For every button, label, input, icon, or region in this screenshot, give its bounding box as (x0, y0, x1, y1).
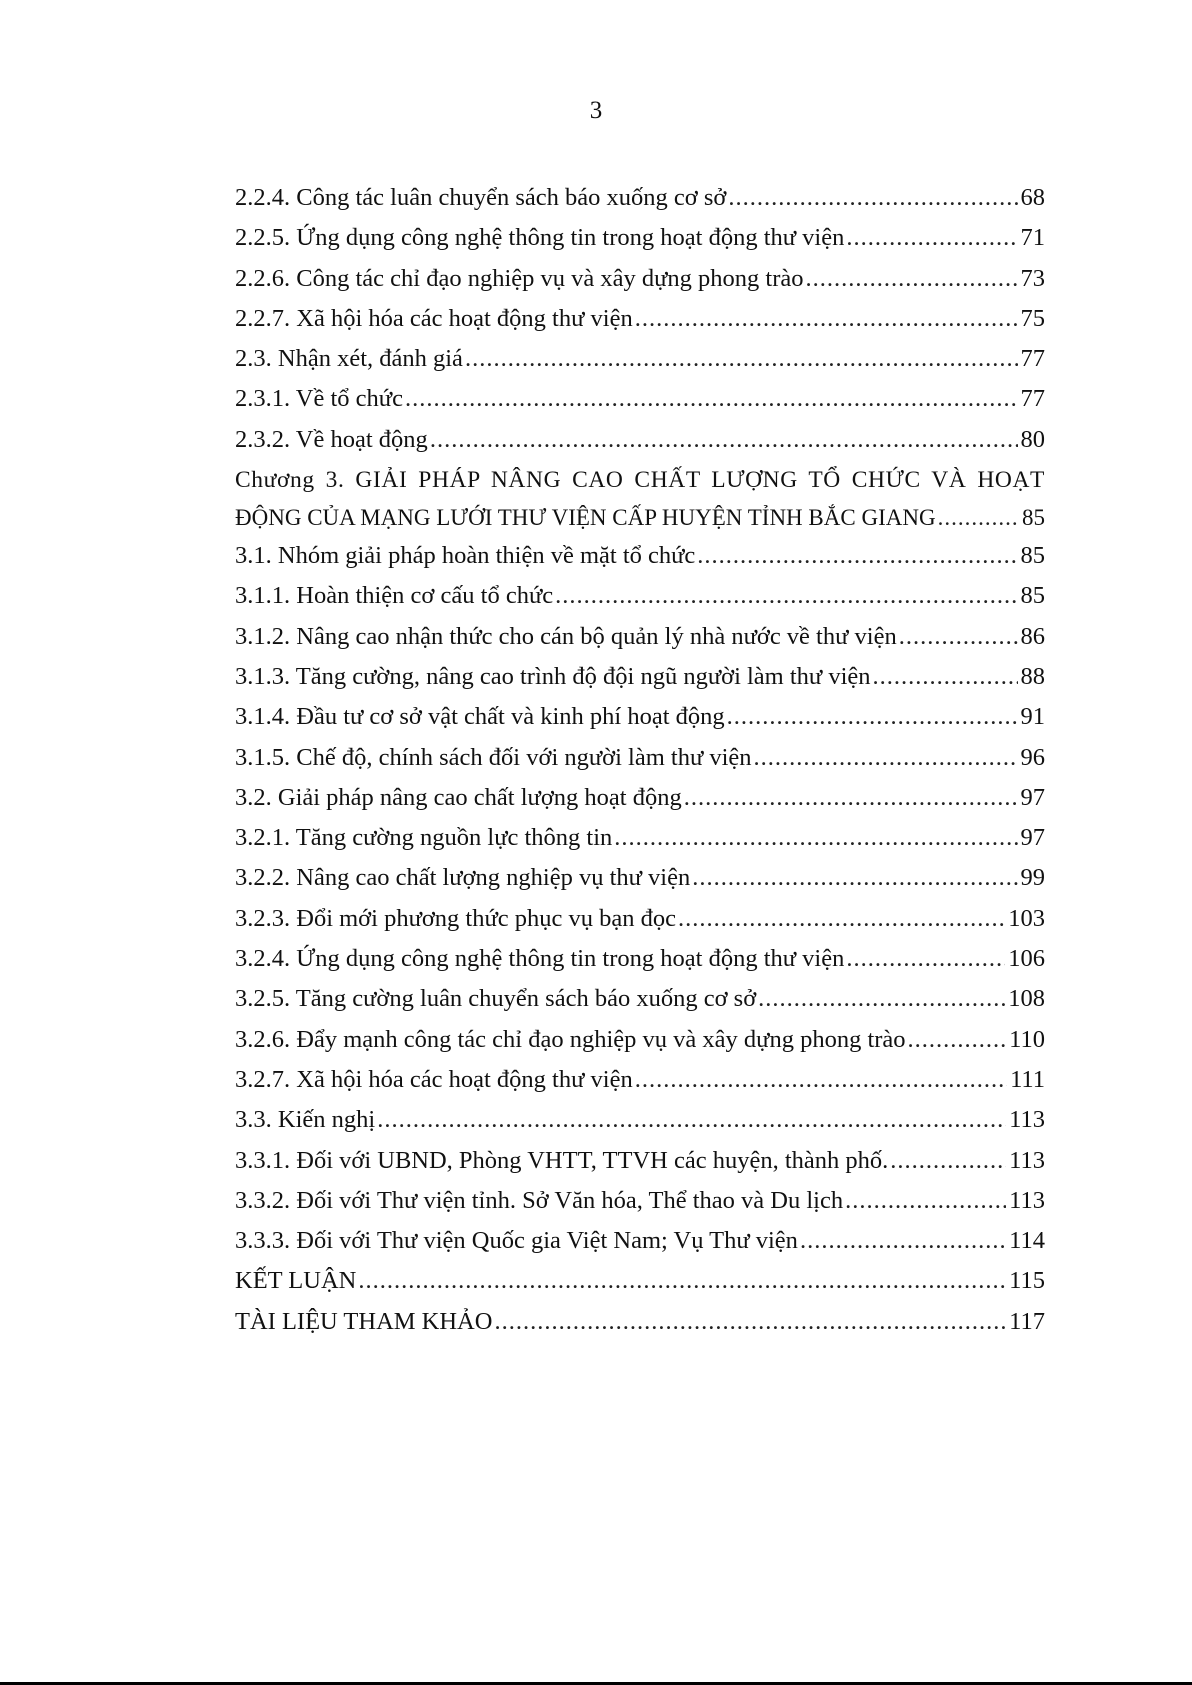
toc-entry[interactable] (235, 425, 1045, 465)
dot-leader (728, 183, 1017, 213)
toc-entry-title: 2.2.5. Ứng dụng công nghệ thông tin trong hoạt động thư viện (235, 224, 845, 252)
dot-leader (430, 425, 1018, 455)
toc-entry[interactable] (235, 622, 1045, 662)
toc-page-number: 111 (1010, 1065, 1045, 1093)
toc-entry-title: 2.3.1. Về tổ chức (235, 385, 403, 413)
toc-entry-title: 3.1.4. Đầu tư cơ sở vật chất và kinh phí hoạt động (235, 703, 725, 731)
dot-leader (846, 944, 1005, 974)
dot-leader (692, 863, 1017, 893)
toc-entry[interactable] (235, 904, 1045, 944)
toc-entry[interactable] (235, 1266, 1045, 1306)
toc-entry[interactable] (235, 1105, 1045, 1145)
toc-entry-title: 3.1.1. Hoàn thiện cơ cấu tổ chức (235, 582, 554, 610)
toc-page-number: 113 (1009, 1146, 1045, 1174)
toc-entry-title: 3.3.2. Đối với Thư viện tỉnh. Sở Văn hóa, Thể thao và Du lịch (235, 1186, 844, 1214)
dot-leader (614, 823, 1017, 853)
toc-page-number: 106 (1008, 945, 1045, 973)
chapter-title-line2: ĐỘNG CỦA MẠNG LƯỚI THƯ VIỆN CẤP HUYỆN TỈNH BẮC GIANG (235, 505, 936, 531)
toc-page-number: 80 (1020, 425, 1045, 453)
toc-page-number: 85 (1020, 542, 1045, 570)
toc-entry-title: 2.2.6. Công tác chỉ đạo nghiệp vụ và xây dựng phong trào (235, 264, 804, 292)
dot-leader (494, 1307, 1006, 1337)
toc-page-number: 113 (1009, 1186, 1045, 1214)
dot-leader (908, 1025, 1007, 1055)
toc-entry-title: KẾT LUẬN (235, 1267, 357, 1295)
page-number: 3 (589, 97, 603, 124)
toc-entry[interactable] (235, 581, 1045, 621)
toc-entry-title: 3.2.6. Đẩy mạnh công tác chỉ đạo nghiệp vụ và xây dựng phong trào (235, 1025, 906, 1053)
toc-page-number: 71 (1020, 224, 1045, 252)
toc-page-number: 68 (1020, 184, 1045, 211)
toc-entry[interactable] (235, 541, 1045, 581)
toc-entry[interactable] (235, 1146, 1045, 1186)
toc-entry[interactable] (235, 1186, 1045, 1226)
dot-leader (697, 541, 1017, 571)
toc-entry[interactable] (235, 384, 1045, 424)
toc-page-number: 85 (1020, 582, 1045, 610)
toc-entry[interactable] (235, 662, 1045, 702)
toc-page-number: 99 (1020, 864, 1045, 892)
toc-page-number: 103 (1008, 904, 1045, 932)
dot-leader (873, 662, 1018, 692)
toc-page-number: 96 (1020, 743, 1045, 771)
toc-page-number: 88 (1020, 662, 1045, 690)
dot-leader (846, 223, 1017, 253)
toc-page-number: 86 (1020, 622, 1045, 650)
toc-entry-title: 3.2.2. Nâng cao chất lượng nghiệp vụ thư viện (235, 864, 691, 892)
toc-entry[interactable] (235, 304, 1045, 344)
toc-page-number: 77 (1020, 345, 1045, 373)
toc-entry[interactable] (235, 863, 1045, 903)
dot-leader (938, 503, 1019, 533)
toc-entry-title: 3.2.4. Ứng dụng công nghệ thông tin trong hoạt động thư viện (235, 945, 845, 973)
toc-chapter-entry[interactable] (235, 465, 1045, 541)
dot-leader (465, 344, 1018, 374)
toc-entry-title: 2.3. Nhận xét, đánh giá (235, 345, 463, 373)
toc-entry-title: 3.2.1. Tăng cường nguồn lực thông tin (235, 824, 613, 852)
toc-entry[interactable] (235, 223, 1045, 263)
toc-entry-title: 3.1.2. Nâng cao nhận thức cho cán bộ quản lý nhà nước về thư viện (235, 622, 897, 650)
toc-page-number: 97 (1020, 824, 1045, 852)
toc-section-after-chapter (235, 541, 1045, 1347)
dot-leader (405, 384, 1018, 414)
toc-entry-title: 3.3.1. Đối với UBND, Phòng VHTT, TTVH các huyện, thành phố. (235, 1146, 889, 1174)
toc-entry-title: 2.3.2. Về hoạt động (235, 425, 428, 453)
toc-entry[interactable] (235, 702, 1045, 742)
toc-page-number: 91 (1020, 703, 1045, 731)
toc-entry-title: 2.2.4. Công tác luân chuyển sách báo xuống cơ sở (235, 184, 727, 211)
dot-leader (845, 1186, 1006, 1216)
toc-entry[interactable] (235, 944, 1045, 984)
toc-page-number: 77 (1020, 385, 1045, 413)
dot-leader (806, 264, 1018, 294)
toc-page-number: 85 (1022, 505, 1045, 531)
dot-leader (377, 1105, 1006, 1135)
toc-entry[interactable] (235, 984, 1045, 1024)
chapter-title-line2-row (235, 503, 1045, 541)
toc-entry-title: 3.1.3. Tăng cường, nâng cao trình độ đội ngũ người làm thư viện (235, 662, 871, 690)
toc-entry[interactable] (235, 1307, 1045, 1347)
toc-entry[interactable] (235, 1065, 1045, 1105)
toc-entry[interactable] (235, 783, 1045, 823)
toc-section-before-chapter (235, 183, 1045, 465)
toc-entry-title: 3.3. Kiến nghị (235, 1106, 376, 1134)
toc-entry[interactable] (235, 1025, 1045, 1065)
toc-entry[interactable] (235, 344, 1045, 384)
dot-leader (754, 743, 1018, 773)
toc-page-number: 97 (1020, 783, 1045, 811)
toc-entry-title: 2.2.7. Xã hội hóa các hoạt động thư viện (235, 304, 633, 332)
toc-entry[interactable] (235, 743, 1045, 783)
toc-entry-title: 3.2.5. Tăng cường luân chuyển sách báo xuống cơ sở (235, 985, 757, 1013)
dot-leader (727, 702, 1018, 732)
dot-leader (800, 1226, 1006, 1256)
dot-leader (635, 1065, 1007, 1095)
toc-entry[interactable] (235, 183, 1045, 223)
dot-leader (678, 904, 1005, 934)
toc-entry[interactable] (235, 823, 1045, 863)
dot-leader (899, 622, 1018, 652)
toc-entry-title: 3.1. Nhóm giải pháp hoàn thiện về mặt tổ chức (235, 542, 696, 570)
dot-leader (890, 1146, 1006, 1176)
toc-entry[interactable] (235, 1226, 1045, 1266)
toc-entry-title: TÀI LIỆU THAM KHẢO (235, 1307, 493, 1335)
toc-entry-title: 3.1.5. Chế độ, chính sách đối với người làm thư viện (235, 743, 752, 771)
toc-page-number: 75 (1020, 304, 1045, 332)
toc-page-number: 110 (1009, 1025, 1045, 1053)
dot-leader (758, 984, 1005, 1014)
toc-page-number: 114 (1009, 1227, 1045, 1255)
toc-entry-title: 3.2.7. Xã hội hóa các hoạt động thư viện (235, 1065, 633, 1093)
chapter-title-line1: Chương 3. GIẢI PHÁP NÂNG CAO CHẤT LƯỢNG TỔ CHỨC VÀ HOẠT (235, 467, 1045, 494)
toc-page-number: 113 (1009, 1106, 1045, 1134)
toc-page-number: 108 (1008, 985, 1045, 1013)
dot-leader (684, 783, 1018, 813)
toc-entry[interactable] (235, 264, 1045, 304)
toc-page-number: 117 (1009, 1307, 1045, 1335)
table-of-contents (235, 183, 1045, 1347)
dot-leader (358, 1266, 1006, 1296)
toc-entry-title: 3.2. Giải pháp nâng cao chất lượng hoạt động (235, 783, 682, 811)
toc-page-number: 73 (1020, 264, 1045, 292)
dot-leader (635, 304, 1018, 334)
toc-page-number: 115 (1009, 1267, 1045, 1295)
dot-leader (555, 581, 1017, 611)
toc-entry-title: 3.3.3. Đối với Thư viện Quốc gia Việt Nam; Vụ Thư viện (235, 1227, 798, 1255)
toc-entry-title: 3.2.3. Đổi mới phương thức phục vụ bạn đọc (235, 904, 677, 932)
